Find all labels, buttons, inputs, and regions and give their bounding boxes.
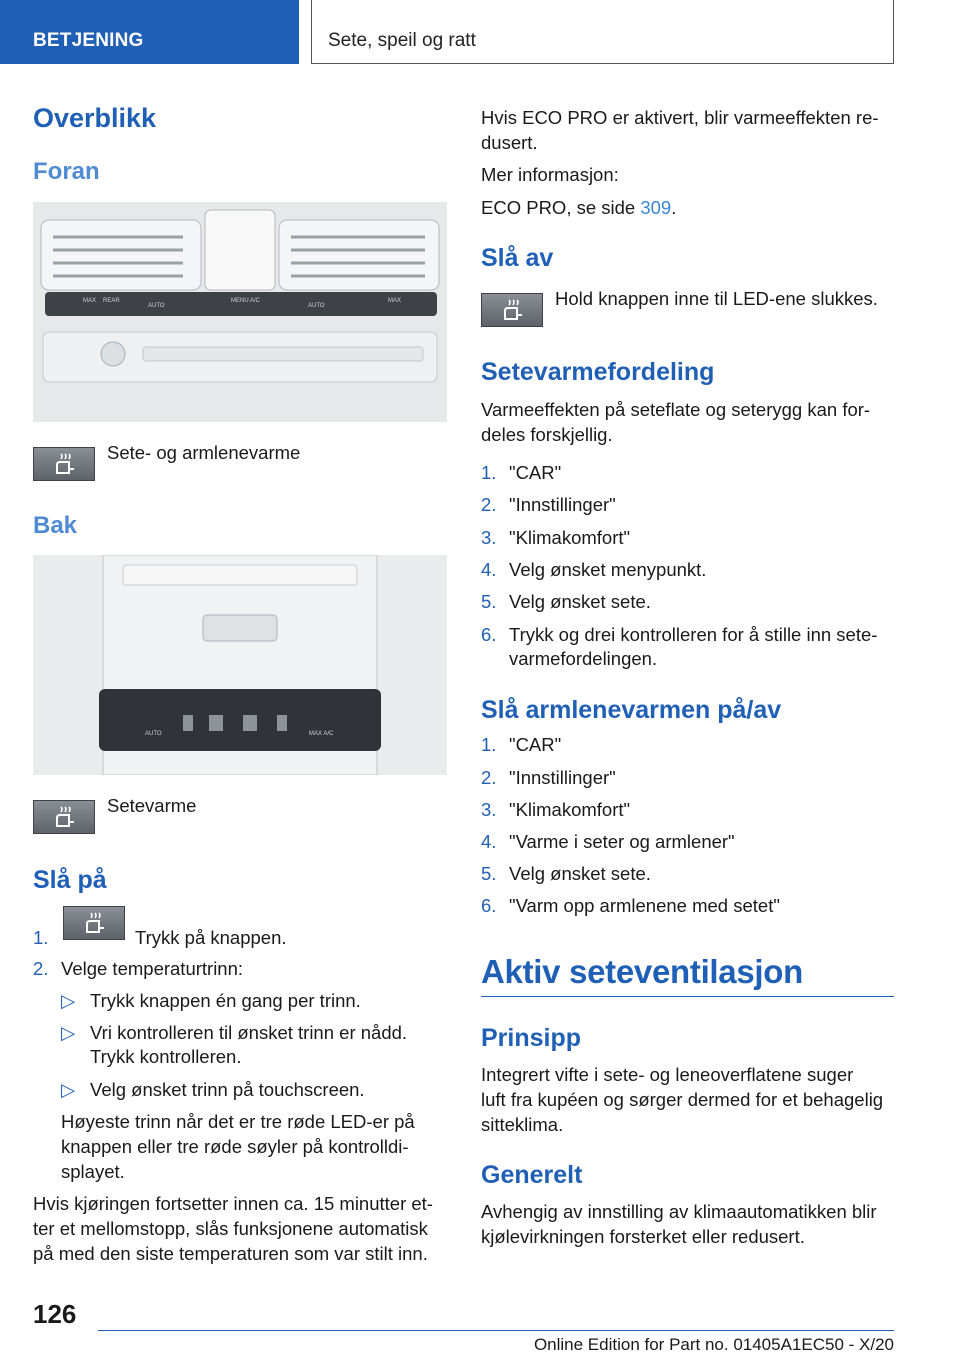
heading-principle: Prinsipp (481, 1024, 582, 1052)
paragraph-line: på med den siste temperaturen som var stilt inn. (33, 1243, 428, 1264)
heading-switch-off: Slå av (481, 244, 554, 272)
step-text: "Klimakomfort" (509, 527, 631, 548)
heading-rear: Bak (33, 512, 78, 539)
step-number: 1. (481, 462, 497, 483)
step-text: "Varme i seter og armlener" (509, 831, 735, 852)
chapter-tab (311, 0, 894, 64)
dist-line: deles forskjellig. (481, 424, 613, 445)
step-text: Trykk på knappen. (135, 927, 287, 948)
heading-distribution: Setevarmefordeling (481, 358, 715, 386)
step-number: 1. (33, 927, 49, 948)
heading-front: Foran (33, 158, 100, 185)
front-label-auto-right: AUTO (308, 303, 325, 309)
reference-end: . (671, 197, 677, 218)
general-line: Avhengig av innstilling av klimaautomatikken blir (481, 1201, 877, 1222)
heading-armrest: Slå armlenevarmen på/av (481, 696, 782, 724)
step-number: 2. (33, 958, 49, 979)
note-line: Høyeste trinn når det er tre røde LED-er på (61, 1111, 415, 1132)
sub-step: Vri kontrolleren til ønsket trinn er nådd. (90, 1022, 408, 1043)
step-text: "Varm opp armlenene med setet" (509, 895, 780, 916)
paragraph-line: ter et mellomstopp, slås funksjonene automatisk (33, 1218, 428, 1239)
footer-rule (98, 1330, 894, 1331)
step-text: "Innstillinger" (509, 494, 616, 515)
paragraph-line: Hvis kjøringen fortsetter innen ca. 15 minutter et- (33, 1193, 433, 1214)
principle-line: Integrert vifte i sete- og leneoverflatene suger (481, 1064, 854, 1085)
note-line: splayet. (61, 1161, 125, 1182)
bullet-triangle-icon: ▷ (61, 1022, 76, 1043)
step-number: 2. (481, 494, 497, 515)
front-label-auto: AUTO (148, 303, 165, 309)
chapter-title: Sete, speil og ratt (328, 30, 476, 51)
bullet-triangle-icon: ▷ (61, 1079, 76, 1100)
step-text: "CAR" (509, 734, 562, 755)
step-text: Velge temperaturtrinn: (61, 958, 244, 979)
page-link[interactable]: 309 (640, 197, 672, 218)
sub-step: Trykk knappen én gang per trinn. (90, 990, 361, 1011)
step-text: "CAR" (509, 462, 562, 483)
seat-heat-inline-icon (63, 906, 125, 940)
seat-heat-button-icon (33, 447, 95, 481)
rear-label-max: MAX A/C (309, 731, 334, 737)
page-number: 126 (33, 1299, 77, 1329)
eco-line: Hvis ECO PRO er aktivert, blir varmeeffekten re- (481, 107, 879, 128)
general-line: kjølevirkningen forsterket eller redusert. (481, 1226, 805, 1247)
front-label-max: MAX (83, 298, 97, 304)
step-text-cont: varmefordelingen. (509, 648, 658, 669)
section-title: BETJENING (33, 30, 144, 51)
front-label-max-right: MAX (388, 298, 402, 304)
rear-caption: Setevarme (107, 795, 197, 816)
more-info: Mer informasjon: (481, 164, 619, 185)
step-number: 1. (481, 734, 497, 755)
heading-general: Generelt (481, 1161, 583, 1189)
note-line: knappen eller tre røde søyler på kontrolldi- (61, 1136, 409, 1157)
rear-label-auto: AUTO (145, 731, 162, 737)
sub-step-cont: Trykk kontrolleren. (90, 1046, 242, 1067)
reference-text: ECO PRO, se side (481, 197, 641, 218)
eco-line: dusert. (481, 132, 538, 153)
principle-line: luft fra kupéen og sørger dermed for et behagelig (481, 1089, 884, 1110)
off-text: Hold knappen inne til LED-ene slukkes. (555, 288, 878, 309)
front-label-rear: REAR (103, 298, 120, 304)
step-number: 5. (481, 591, 497, 612)
step-number: 6. (481, 624, 497, 645)
step-text: Velg ønsket sete. (509, 863, 651, 884)
step-number: 4. (481, 559, 497, 580)
bullet-triangle-icon: ▷ (61, 990, 76, 1011)
front-console-photo (33, 202, 447, 422)
rear-console-photo (33, 555, 447, 775)
heading-active-ventilation: Aktiv seteventilasjon (481, 953, 803, 990)
heading-underline (481, 996, 894, 997)
rear-seat-heat-button-icon (33, 800, 95, 834)
front-caption: Sete- og armlenevarme (107, 442, 301, 463)
step-number: 6. (481, 895, 497, 916)
step-text: Trykk og drei kontrolleren for å stille inn sete- (509, 624, 878, 645)
step-text: "Innstillinger" (509, 767, 616, 788)
step-number: 5. (481, 863, 497, 884)
step-text: Velg ønsket sete. (509, 591, 651, 612)
dist-line: Varmeeffekten på seteflate og seterygg kan for- (481, 399, 871, 420)
step-number: 3. (481, 799, 497, 820)
principle-line: sitteklima. (481, 1114, 564, 1135)
heading-switch-on: Slå på (33, 866, 107, 894)
sub-step: Velg ønsket trinn på touchscreen. (90, 1079, 365, 1100)
step-number: 2. (481, 767, 497, 788)
edition-line: Online Edition for Part no. 01405A1EC50 - X/20 (533, 1335, 894, 1354)
eco-reference (481, 195, 676, 220)
step-text: "Klimakomfort" (509, 799, 631, 820)
section-tab (0, 0, 299, 64)
step-text: Velg ønsket menypunkt. (509, 559, 707, 580)
step-number: 4. (481, 831, 497, 852)
heading-overview: Overblikk (33, 103, 157, 133)
front-label-menu: MENU A/C (231, 298, 261, 304)
step-number: 3. (481, 527, 497, 548)
seat-heat-off-icon (481, 293, 543, 327)
